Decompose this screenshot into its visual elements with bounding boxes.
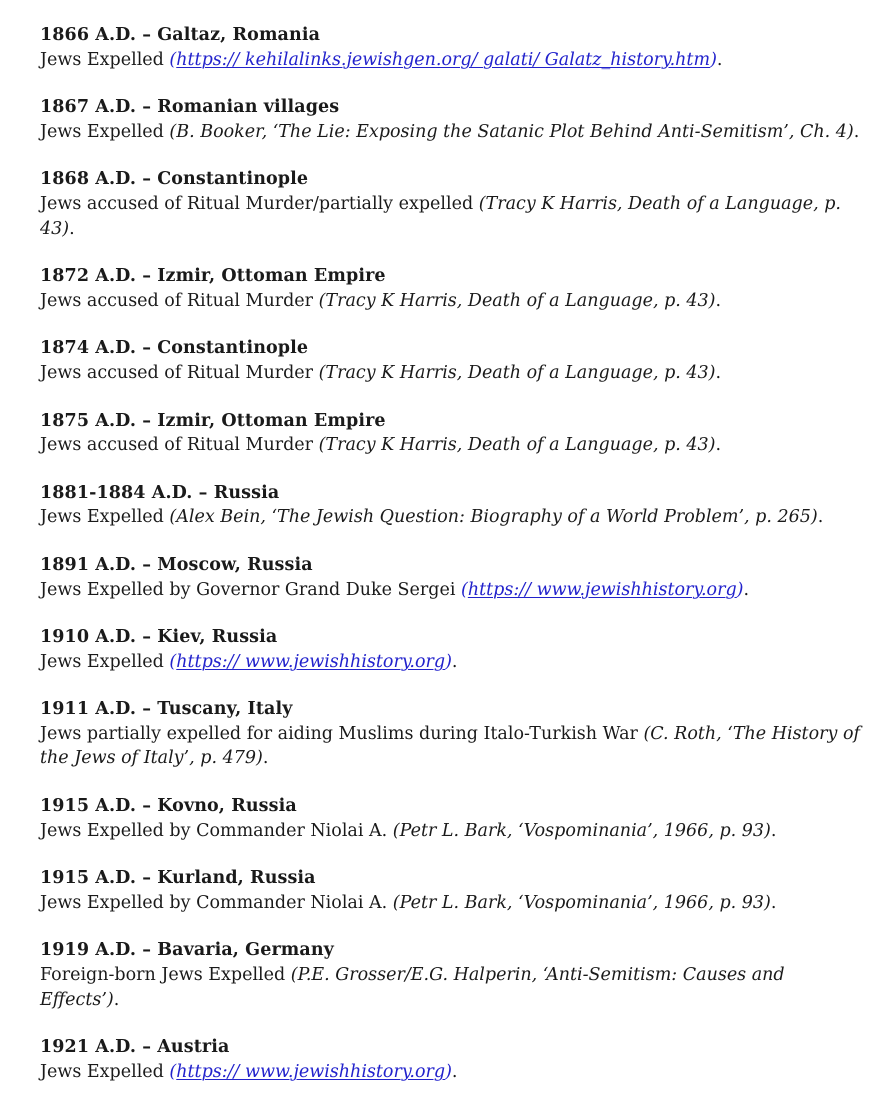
- entry-heading: 1867 A.D. – Romanian villages: [40, 97, 340, 118]
- timeline-entry: [40, 1035, 870, 1084]
- entry-heading: 1911 A.D. – Tuscany, Italy: [40, 699, 293, 720]
- timeline-entry: [40, 938, 870, 1012]
- description-text: .: [770, 892, 777, 913]
- citation-text: (Tracy K Harris, Death of a Language, p. 43): [318, 362, 716, 383]
- citation-text: (Tracy K Harris, Death of a Language, p.: [478, 193, 841, 214]
- description-text: Jews Expelled: [40, 1061, 170, 1082]
- description-text: Jews Expelled by Commander Niolai A.: [40, 820, 393, 841]
- citation-text: 43): [40, 218, 70, 239]
- description-text: .: [716, 49, 723, 70]
- citation-link[interactable]: https:// www.jewishhistory.org: [467, 579, 737, 600]
- description-text: .: [853, 121, 860, 142]
- citation-text: the Jews of Italy’, p. 479): [40, 748, 263, 769]
- entry-heading: 1891 A.D. – Moscow, Russia: [40, 554, 313, 575]
- entry-description: [40, 1060, 870, 1085]
- timeline-entry: [40, 336, 870, 385]
- entry-heading: 1868 A.D. – Constantinople: [40, 169, 309, 190]
- citation-text: (Tracy K Harris, Death of a Language, p. 43): [318, 435, 716, 456]
- entry-heading: 1866 A.D. – Galtaz, Romania: [40, 25, 321, 45]
- description-text: Jews accused of Ritual Murder: [40, 290, 319, 311]
- timeline-entry: [40, 23, 870, 72]
- citation-text: (Petr L. Bark, ‘Vospominania’, 1966, p. 93): [392, 820, 771, 841]
- entry-description: [40, 891, 870, 916]
- link-paren: (: [169, 49, 177, 70]
- description-text: Jews Expelled: [40, 651, 170, 672]
- description-text: .: [113, 989, 120, 1010]
- entry-description: [40, 120, 870, 145]
- timeline-list: [40, 23, 870, 1084]
- citation-link[interactable]: https:// www.jewishhistory.org: [176, 651, 446, 672]
- entry-description: [40, 650, 870, 675]
- timeline-entry: [40, 625, 870, 674]
- description-text: .: [715, 435, 722, 456]
- description-text: Jews Expelled: [40, 49, 170, 70]
- citation-text: Effects’): [40, 989, 114, 1010]
- entry-description: [40, 289, 870, 314]
- description-text: Jews accused of Ritual Murder/partially expelled: [40, 193, 479, 214]
- description-text: .: [451, 1061, 458, 1082]
- description-text: .: [743, 579, 750, 600]
- description-text: Jews accused of Ritual Murder: [40, 435, 319, 456]
- link-paren: ): [710, 49, 717, 70]
- citation-link[interactable]: https:// kehilalinks.jewishgen.org/ galati/ Galatz_history.htm: [176, 49, 711, 70]
- timeline-entry: [40, 167, 870, 241]
- description-text: Jews Expelled: [40, 121, 170, 142]
- entry-heading: 1874 A.D. – Constantinople: [40, 338, 309, 359]
- entry-heading: 1915 A.D. – Kovno, Russia: [40, 796, 297, 817]
- timeline-entry: [40, 794, 870, 843]
- citation-text: (Petr L. Bark, ‘Vospominania’, 1966, p. 93): [392, 892, 771, 913]
- citation-text: (P.E. Grosser/E.G. Halperin, ‘Anti-Semitism: Causes and: [290, 965, 785, 986]
- description-text: .: [770, 820, 777, 841]
- description-text: Jews partially expelled for aiding Muslims during Italo-Turkish War: [40, 723, 644, 744]
- description-text: .: [817, 507, 824, 528]
- entry-heading: 1872 A.D. – Izmir, Ottoman Empire: [40, 266, 386, 287]
- citation-text: (B. Booker, ‘The Lie: Exposing the Satanic Plot Behind Anti-Semitism’, Ch. 4): [169, 121, 854, 142]
- entry-description: [40, 361, 870, 386]
- description-text: Jews Expelled by Governor Grand Duke Sergei: [40, 579, 461, 600]
- description-text: Jews Expelled: [40, 507, 170, 528]
- entry-description: [40, 578, 870, 603]
- citation-text: (C. Roth, ‘The History of: [643, 723, 860, 744]
- description-text: .: [715, 362, 722, 383]
- entry-description: [40, 48, 870, 73]
- entry-description: [40, 819, 870, 844]
- description-text: Jews accused of Ritual Murder: [40, 362, 319, 383]
- citation-link[interactable]: https:// www.jewishhistory.org: [176, 1061, 446, 1082]
- entry-heading: 1919 A.D. – Bavaria, Germany: [40, 940, 334, 961]
- link-paren: (: [169, 1061, 177, 1082]
- description-text: .: [715, 290, 722, 311]
- entry-description: [40, 505, 870, 530]
- description-text: .: [69, 218, 75, 239]
- link-paren: ): [736, 579, 744, 600]
- timeline-entry: [40, 866, 870, 915]
- citation-text: (Alex Bein, ‘The Jewish Question: Biography of a World Problem’, p. 265): [169, 507, 818, 528]
- entry-description: [40, 722, 870, 771]
- link-paren: (: [461, 579, 468, 600]
- entry-heading: 1875 A.D. – Izmir, Ottoman Empire: [40, 410, 386, 431]
- timeline-entry: [40, 264, 870, 313]
- link-paren: ): [445, 651, 452, 672]
- entry-description: [40, 963, 870, 1012]
- link-paren: ): [445, 1061, 452, 1082]
- entry-heading: 1910 A.D. – Kiev, Russia: [40, 627, 278, 648]
- timeline-entry: [40, 697, 870, 771]
- description-text: .: [451, 651, 458, 672]
- entry-description: [40, 433, 870, 458]
- entry-description: [40, 192, 870, 241]
- entry-heading: 1921 A.D. – Austria: [40, 1037, 230, 1058]
- timeline-entry: [40, 553, 870, 602]
- description-text: .: [262, 748, 269, 769]
- description-text: Jews Expelled by Commander Niolai A.: [40, 892, 393, 913]
- entry-heading: 1915 A.D. – Kurland, Russia: [40, 868, 316, 889]
- description-text: Foreign-born Jews Expelled: [40, 965, 291, 986]
- link-paren: (: [169, 651, 177, 672]
- timeline-entry: [40, 481, 870, 530]
- citation-text: (Tracy K Harris, Death of a Language, p. 43): [318, 290, 716, 311]
- timeline-entry: [40, 95, 870, 144]
- entry-heading: 1881-1884 A.D. – Russia: [40, 482, 280, 503]
- timeline-entry: [40, 409, 870, 458]
